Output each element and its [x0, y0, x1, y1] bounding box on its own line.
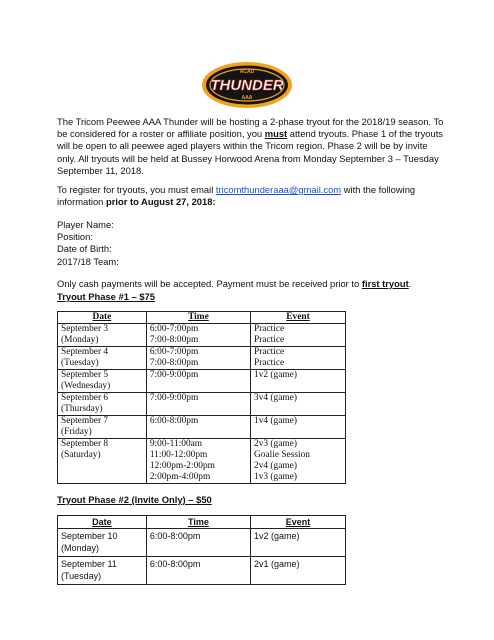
time-cell: 7:00-9:00pm: [146, 370, 250, 393]
time-cell: 7:00-9:00pm: [146, 393, 250, 416]
thunder-logo: [201, 60, 293, 110]
phase2-title: Tryout Phase #2 (Invite Only) – $50: [57, 494, 212, 505]
table-row: [58, 370, 346, 393]
table-row: [58, 439, 346, 484]
field-team: 2017/18 Team:: [57, 255, 119, 267]
logo-word: THUNDER: [210, 77, 284, 94]
phase2-header-event: Event: [251, 516, 346, 529]
intro-must: must: [264, 128, 288, 140]
intro-text-2: attend tryouts. Phase 1 of the tryouts will be open to all peewee aged players within the Tricom region. Phase 2 will be by invite only. All tryouts will be held at Bussey Horwood Arena from Monday September 3 – Tuesday September 11, 2018.: [57, 128, 443, 176]
table-row: [58, 557, 346, 585]
phase1-header-event: Event: [251, 312, 346, 324]
phase1-header-time: Time: [146, 312, 250, 324]
cash-note: [57, 278, 447, 290]
phase2-table: [57, 515, 346, 585]
event-cell: Practice Practice: [251, 347, 346, 370]
register-deadline: prior to August 27, 2018:: [105, 196, 216, 208]
field-date-of-birth: Date of Birth:: [57, 243, 112, 255]
event-cell: 3v4 (game): [251, 393, 346, 416]
event-cell: 1v2 (game): [251, 370, 346, 393]
table-row: [58, 324, 346, 347]
intro-paragraph: [57, 116, 447, 177]
register-text-1: To register for tryouts, you must email: [57, 184, 216, 195]
phase1-header-date: Date: [58, 312, 147, 324]
date-cell: September 6 (Thursday): [58, 393, 147, 416]
field-position: Position:: [57, 231, 93, 243]
table-row: [58, 416, 346, 439]
date-cell: September 5 (Wednesday): [58, 370, 147, 393]
register-text-2: with the following information: [57, 184, 416, 208]
time-cell: 6:00-8:00pm: [146, 416, 250, 439]
phase2-header-row: [58, 516, 346, 529]
time-cell: 6:00-7:00pm 7:00-8:00pm: [146, 347, 250, 370]
cash-emphasis: first tryout: [361, 278, 409, 289]
date-cell: September 8 (Saturday): [58, 439, 147, 484]
phase2-header-date: Date: [58, 516, 147, 529]
phase1-table: [57, 311, 346, 484]
info-fields: [57, 219, 447, 268]
table-row: [58, 393, 346, 416]
phase2-header-time: Time: [146, 516, 250, 529]
phase1-title: Tryout Phase #1 – $75: [57, 291, 155, 302]
time-cell: 9:00-11:00am 11:00-12:00pm 12:00pm-2:00pm 2:00pm-4:00pm: [146, 439, 250, 484]
phase1-header-row: [58, 312, 346, 324]
date-cell: September 4 (Tuesday): [58, 347, 147, 370]
event-cell: 2v3 (game) Goalie Session 2v4 (game) 1v3 (game): [251, 439, 346, 484]
intro-text-1: The Tricom Peewee AAA Thunder will be hosting a 2-phase tryout for the 2018/19 season. To be considered for a roster or affiliate position, you: [57, 116, 444, 140]
event-cell: 2v1 (game): [251, 557, 346, 585]
time-cell: 6:00-7:00pm 7:00-8:00pm: [146, 324, 250, 347]
register-paragraph: [57, 184, 447, 208]
phase2-body: [58, 529, 346, 585]
date-cell: September 7 (Friday): [58, 416, 147, 439]
time-cell: 6:00-8:00pm: [146, 557, 250, 585]
email-link[interactable]: tricomthunderaaa@gmail.com: [215, 184, 342, 195]
date-cell: September 10 (Monday): [58, 529, 147, 557]
date-cell: September 11 (Tuesday): [58, 557, 147, 585]
time-cell: 6:00-8:00pm: [146, 529, 250, 557]
logo-top-text: ACAD: [239, 69, 255, 75]
table-row: [58, 347, 346, 370]
phase1-body: [58, 324, 346, 484]
logo-sub: AAA: [241, 95, 253, 101]
event-cell: Practice Practice: [251, 324, 346, 347]
date-cell: September 3 (Monday): [58, 324, 147, 347]
cash-end: .: [408, 278, 412, 289]
event-cell: 1v4 (game): [251, 416, 346, 439]
table-row: [58, 529, 346, 557]
field-player-name: Player Name:: [57, 219, 114, 230]
cash-text: Only cash payments will be accepted. Payment must be received prior to: [57, 278, 362, 289]
event-cell: 1v2 (game): [251, 529, 346, 557]
